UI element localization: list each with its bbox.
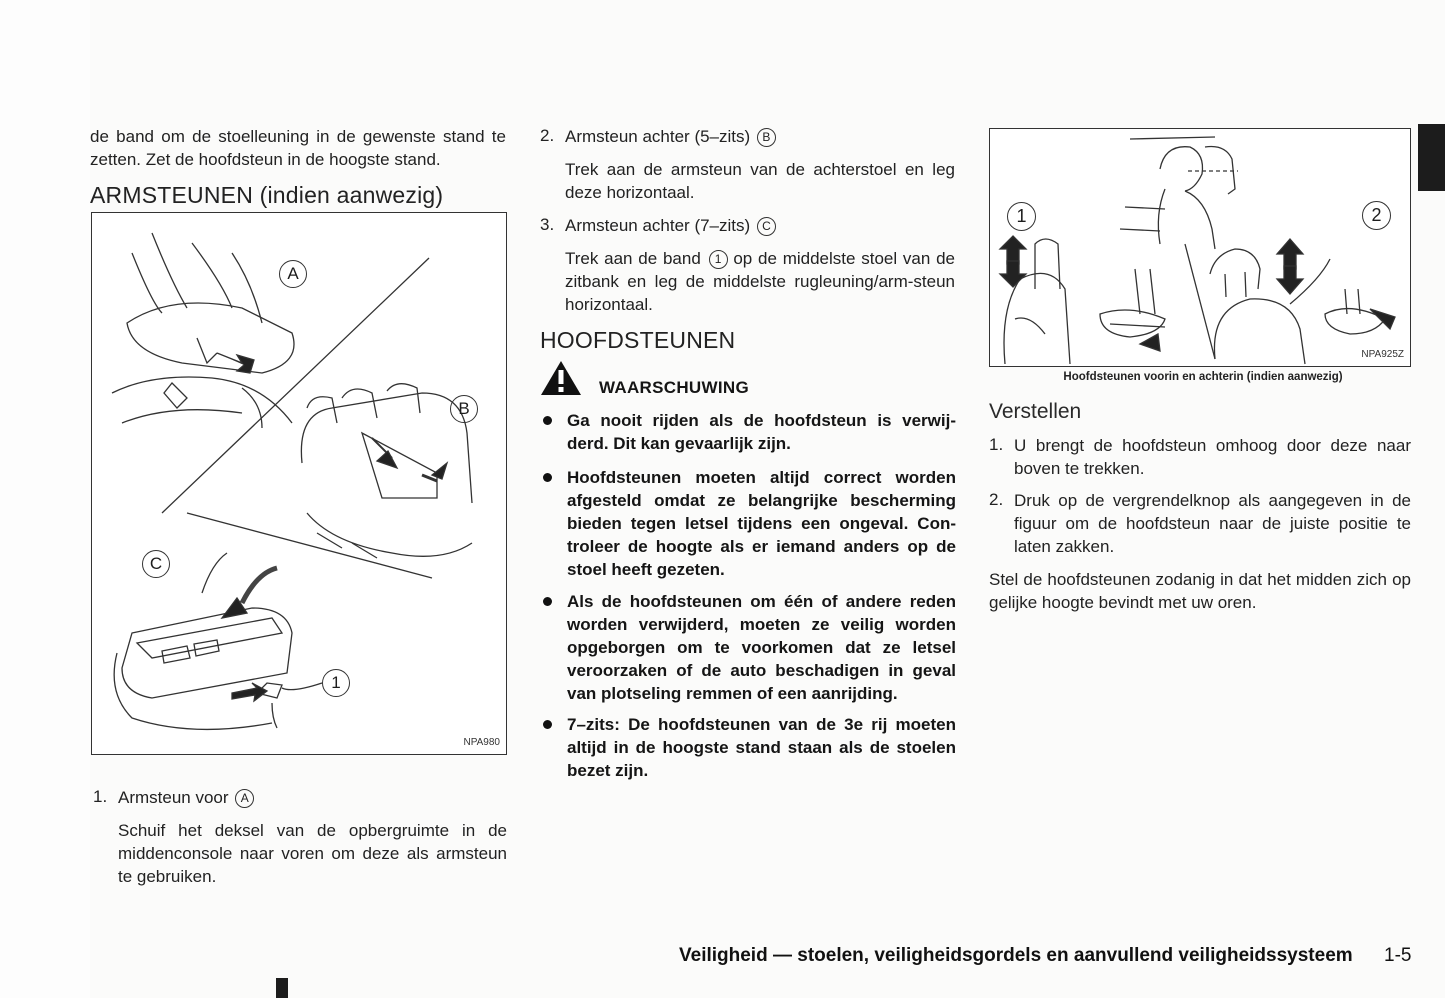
warning-label: WAARSCHUWING: [599, 378, 749, 397]
item-title: [118, 786, 254, 809]
bullet-dot: [543, 416, 552, 425]
intro-paragraph: de band om de stoelleuning in de gewenste stand te zetten. Zet de hoofdsteun in de hoogste stand.: [90, 127, 506, 169]
item-marker: C: [757, 217, 776, 236]
item-marker: A: [235, 789, 254, 808]
item-title: [565, 214, 776, 237]
label-2: 2: [1362, 201, 1391, 230]
item-title-text: Armsteun voor: [118, 788, 229, 807]
warning-item: Ga nooit rijden als de hoofdsteun is verwij-derd. Dit kan gevaarlijk zijn.: [567, 411, 956, 453]
bullet-dot: [543, 720, 552, 729]
item-body-pre: Trek aan de band: [565, 249, 701, 268]
headrest-illustration: [990, 129, 1410, 366]
label-c: C: [142, 550, 170, 578]
warning-triangle-icon: [540, 360, 582, 396]
item-number: 3.: [540, 215, 555, 234]
armrest-illustration: [92, 213, 506, 754]
headrest-figure: [989, 128, 1411, 367]
bullet-dot: [543, 473, 552, 482]
footer-section-title: Veiligheid — stoelen, veiligheidsgordels en aanvullend veiligheidssysteem: [679, 945, 1353, 966]
step-text: Druk op de vergrendelknop als aangegeven in de figuur om de hoofdsteun naar de juiste positie te laten zakken.: [1014, 491, 1411, 556]
warning-item: Hoofdsteunen moeten altijd correct worden afgesteld omdat ze belangrijke bescherming bieden tegen letsel tijdens een ongeval. Con-troleer de hoogte als er iemand anders op de stoel heeft gezeten.: [567, 468, 956, 579]
label-1: 1: [322, 669, 350, 697]
bullet-dot: [543, 597, 552, 606]
step-number: 2.: [989, 490, 1004, 509]
item-marker: B: [757, 128, 776, 147]
chapter-tab: [1418, 124, 1445, 191]
item-title: [565, 125, 776, 148]
figure-code: NPA980: [463, 737, 500, 748]
headrests-heading: HOOFDSTEUNEN: [540, 327, 736, 353]
armrest-figure: [91, 212, 507, 755]
item-body: [565, 247, 955, 316]
step-number: 1.: [989, 435, 1004, 454]
label-a: A: [279, 260, 307, 288]
page-number: 1-5: [1384, 945, 1412, 966]
item-title-text: Armsteun achter (5–zits): [565, 127, 751, 146]
item-body-marker: 1: [709, 250, 728, 269]
warning-item: 7–zits: De hoofdsteunen van de 3e rij moeten altijd in de hoogste stand staan als de stoelen bezet zijn.: [567, 715, 956, 780]
item-body: Schuif het deksel van de opbergruimte in de middenconsole naar voren om deze als armsteun te gebruiken.: [118, 821, 507, 886]
label-b: B: [450, 395, 478, 423]
figure-caption: Hoofdsteunen voorin en achterin (indien aanwezig): [1063, 371, 1343, 383]
armrests-heading: ARMSTEUNEN (indien aanwezig): [90, 182, 444, 208]
page-margin: [0, 0, 90, 998]
figure-code: NPA925Z: [1361, 349, 1404, 360]
label-1: 1: [1007, 202, 1036, 231]
warning-item: Als de hoofdsteunen om één of andere reden worden verwijderd, moeten ze veilig worden opgeborgen om te voorkomen dat ze letsel veroorzaken of de auto beschadigen in geval van plotseling remmen of een aanrijding.: [567, 592, 956, 703]
item-body: Trek aan de armsteun van de achterstoel en leg deze horizontaal.: [565, 160, 955, 202]
item-title-text: Armsteun achter (7–zits): [565, 216, 751, 235]
bottom-mark: [276, 978, 288, 998]
item-number: 1.: [93, 787, 108, 806]
item-number: 2.: [540, 126, 555, 145]
step-text: U brengt de hoofdsteun omhoog door deze naar boven te trekken.: [1014, 436, 1411, 478]
item-body-post: op de middelste stoel van de zitbank en leg de middelste rugleuning/arm-steun horizontaal.: [565, 249, 955, 314]
adjust-heading: Verstellen: [989, 400, 1082, 423]
closing-paragraph: Stel de hoofdsteunen zodanig in dat het midden zich op gelijke hoogte bevindt met uw oren.: [989, 570, 1411, 612]
